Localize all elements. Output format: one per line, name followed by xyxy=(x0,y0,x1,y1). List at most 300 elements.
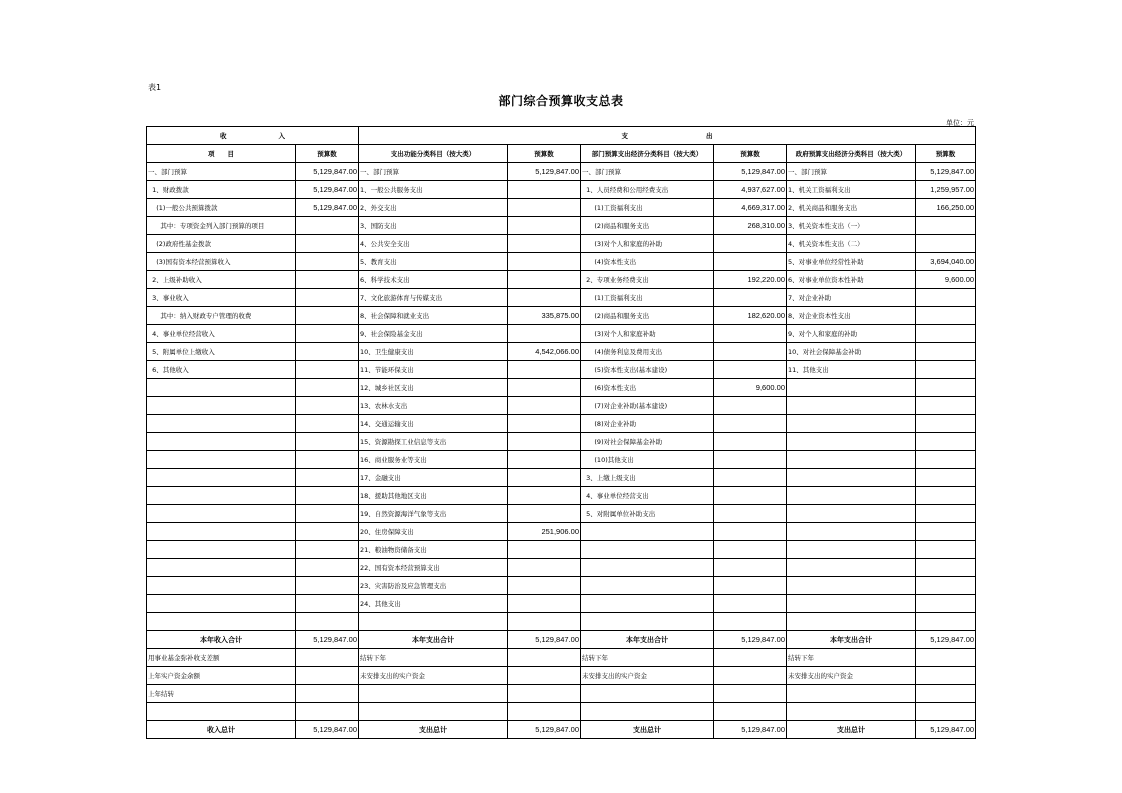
gov-economic-item-cell xyxy=(787,541,916,559)
dept-economic-item-cell: (2)商品和服务支出 xyxy=(581,217,714,235)
functional-item-cell: 22、国有资本经营预算支出 xyxy=(359,559,508,577)
functional-amount-cell xyxy=(508,271,581,289)
dept-economic-amount-cell xyxy=(714,235,787,253)
dept-economic-amount-cell xyxy=(714,577,787,595)
table-row xyxy=(147,433,976,451)
dept-economic-amount-cell xyxy=(714,595,787,613)
blank-cell xyxy=(916,703,976,721)
gov-economic-item-cell xyxy=(787,469,916,487)
income-item-cell: 4、事业单位经营收入 xyxy=(147,325,296,343)
col-header-gov-economic-amount: 预算数 xyxy=(916,145,976,163)
functional-item-cell: 18、援助其他地区支出 xyxy=(359,487,508,505)
income-amount-cell xyxy=(296,325,359,343)
dept-economic-item-cell xyxy=(581,595,714,613)
expense-section-header: 支 出 xyxy=(359,127,976,145)
income-amount-cell xyxy=(296,487,359,505)
income-amount-cell xyxy=(296,271,359,289)
income-item-cell: 5、附属单位上缴收入 xyxy=(147,343,296,361)
income-item-cell: (1)一般公共预算拨款 xyxy=(147,199,296,217)
functional-item-cell: 20、住房保障支出 xyxy=(359,523,508,541)
carryover-rows xyxy=(147,649,976,721)
functional-item-cell: 16、商业服务业等支出 xyxy=(359,451,508,469)
dept-economic-amount-cell: 9,600.00 xyxy=(714,379,787,397)
income-item-cell: 上年实户资金余额 xyxy=(147,667,296,685)
gov-economic-amount-cell xyxy=(916,361,976,379)
dept-economic-item-cell: (3)对个人和家庭的补助 xyxy=(581,235,714,253)
dept-economic-amount-cell xyxy=(714,469,787,487)
income-amount-cell: 5,129,847.00 xyxy=(296,163,359,181)
functional-item-cell: 未安排支出的实户资金 xyxy=(359,667,508,685)
income-item-cell xyxy=(147,451,296,469)
total-income-value: 5,129,847.00 xyxy=(296,631,359,649)
functional-amount-cell: 5,129,847.00 xyxy=(508,163,581,181)
gov-economic-amount-cell xyxy=(916,541,976,559)
gov-economic-item-cell xyxy=(787,451,916,469)
table-row xyxy=(147,307,976,325)
functional-item-cell: 12、城乡社区支出 xyxy=(359,379,508,397)
income-amount-cell xyxy=(296,451,359,469)
dept-economic-item-cell xyxy=(581,577,714,595)
income-amount-cell xyxy=(296,235,359,253)
functional-amount-cell xyxy=(508,469,581,487)
income-amount-cell: 5,129,847.00 xyxy=(296,199,359,217)
dept-economic-item-cell: (5)资本性支出(基本建设) xyxy=(581,361,714,379)
gov-economic-amount-cell xyxy=(916,379,976,397)
carryover-row xyxy=(147,685,976,703)
income-item-cell: (2)政府性基金拨款 xyxy=(147,235,296,253)
gov-economic-amount-cell: 166,250.00 xyxy=(916,199,976,217)
income-item-cell xyxy=(147,379,296,397)
dept-economic-amount-cell xyxy=(714,451,787,469)
functional-amount-cell xyxy=(508,433,581,451)
income-amount-cell xyxy=(296,289,359,307)
gov-economic-item-cell: 一、部门预算 xyxy=(787,163,916,181)
income-item-cell xyxy=(147,415,296,433)
blank-cell xyxy=(296,703,359,721)
gov-economic-item-cell: 5、对事业单位经常性补助 xyxy=(787,253,916,271)
income-item-cell xyxy=(147,505,296,523)
dept-economic-item-cell: (2)商品和服务支出 xyxy=(581,307,714,325)
functional-amount-cell xyxy=(508,559,581,577)
dept-economic-item-cell: 2、专项业务经费支出 xyxy=(581,271,714,289)
gov-economic-item-cell xyxy=(787,433,916,451)
functional-item-cell: 4、公共安全支出 xyxy=(359,235,508,253)
income-item-cell xyxy=(147,397,296,415)
gov-economic-amount-cell xyxy=(916,217,976,235)
functional-amount-cell xyxy=(508,595,581,613)
gov-economic-amount-cell xyxy=(916,235,976,253)
grand-functional-value: 5,129,847.00 xyxy=(508,721,581,739)
total-dept-economic-value: 5,129,847.00 xyxy=(714,631,787,649)
dept-economic-item-cell: (4)资本性支出 xyxy=(581,253,714,271)
dept-economic-amount-cell xyxy=(714,559,787,577)
functional-amount-cell xyxy=(508,685,581,703)
carryover-row xyxy=(147,649,976,667)
blank-cell xyxy=(296,613,359,631)
column-header-row xyxy=(147,145,976,163)
gov-economic-item-cell xyxy=(787,379,916,397)
functional-amount-cell xyxy=(508,289,581,307)
carryover-row xyxy=(147,667,976,685)
income-amount-cell xyxy=(296,379,359,397)
gov-economic-amount-cell xyxy=(916,559,976,577)
blank-cell xyxy=(359,703,508,721)
income-amount-cell: 5,129,847.00 xyxy=(296,181,359,199)
col-header-functional: 支出功能分类科目（按大类） xyxy=(359,145,508,163)
col-header-functional-amount: 预算数 xyxy=(508,145,581,163)
gov-economic-item-cell xyxy=(787,595,916,613)
income-item-cell: 6、其他收入 xyxy=(147,361,296,379)
unit-label: 单位：元 xyxy=(946,119,974,127)
gov-economic-amount-cell xyxy=(916,595,976,613)
gov-economic-item-cell: 结转下年 xyxy=(787,649,916,667)
gov-economic-amount-cell xyxy=(916,523,976,541)
income-item-cell xyxy=(147,433,296,451)
blank-cell xyxy=(147,613,296,631)
functional-item-cell: 一、部门预算 xyxy=(359,163,508,181)
table-row xyxy=(147,559,976,577)
functional-item-cell: 11、节能环保支出 xyxy=(359,361,508,379)
table-row xyxy=(147,577,976,595)
section-header-row xyxy=(147,127,976,145)
dept-economic-amount-cell: 4,937,627.00 xyxy=(714,181,787,199)
blank-cell xyxy=(787,703,916,721)
income-amount-cell xyxy=(296,577,359,595)
functional-amount-cell xyxy=(508,397,581,415)
gov-economic-item-cell: 11、其他支出 xyxy=(787,361,916,379)
dept-economic-amount-cell xyxy=(714,361,787,379)
dept-economic-amount-cell xyxy=(714,685,787,703)
gov-economic-amount-cell xyxy=(916,433,976,451)
dept-economic-amount-cell xyxy=(714,433,787,451)
col-header-item: 项 目 xyxy=(147,145,296,163)
table-row xyxy=(147,199,976,217)
dept-economic-item-cell: 3、上缴上级支出 xyxy=(581,469,714,487)
income-amount-cell xyxy=(296,685,359,703)
functional-item-cell: 13、农林水支出 xyxy=(359,397,508,415)
functional-amount-cell xyxy=(508,253,581,271)
functional-amount-cell: 4,542,066.00 xyxy=(508,343,581,361)
table-row xyxy=(147,397,976,415)
blank-cell xyxy=(714,613,787,631)
income-item-cell xyxy=(147,577,296,595)
income-item-cell: 其中：纳入财政专户管理的收费 xyxy=(147,307,296,325)
gov-economic-item-cell: 6、对事业单位资本性补助 xyxy=(787,271,916,289)
income-amount-cell xyxy=(296,523,359,541)
functional-amount-cell xyxy=(508,487,581,505)
income-item-cell: 用事业基金弥补收支差额 xyxy=(147,649,296,667)
dept-economic-amount-cell: 268,310.00 xyxy=(714,217,787,235)
gov-economic-item-cell: 3、机关资本性支出（一） xyxy=(787,217,916,235)
table-row xyxy=(147,217,976,235)
table-row xyxy=(147,469,976,487)
gov-economic-amount-cell xyxy=(916,487,976,505)
functional-amount-cell xyxy=(508,451,581,469)
total-dept-economic-label: 本年支出合计 xyxy=(581,631,714,649)
table-row xyxy=(147,181,976,199)
gov-economic-amount-cell: 3,694,040.00 xyxy=(916,253,976,271)
dept-economic-amount-cell xyxy=(714,523,787,541)
dept-economic-item-cell xyxy=(581,523,714,541)
table-row xyxy=(147,271,976,289)
dept-economic-item-cell: 一、部门预算 xyxy=(581,163,714,181)
income-item-cell: 2、上级补助收入 xyxy=(147,271,296,289)
table-body xyxy=(147,163,976,631)
income-amount-cell xyxy=(296,541,359,559)
grand-dept-economic-value: 5,129,847.00 xyxy=(714,721,787,739)
functional-amount-cell xyxy=(508,235,581,253)
dept-economic-amount-cell xyxy=(714,667,787,685)
functional-amount-cell xyxy=(508,181,581,199)
table-row xyxy=(147,415,976,433)
income-item-cell: 其中：专项资金列入部门预算的项目 xyxy=(147,217,296,235)
gov-economic-amount-cell: 5,129,847.00 xyxy=(916,163,976,181)
functional-item-cell: 14、交通运输支出 xyxy=(359,415,508,433)
dept-economic-item-cell: 1、人员经费和公用经费支出 xyxy=(581,181,714,199)
gov-economic-item-cell: 7、对企业补助 xyxy=(787,289,916,307)
dept-economic-amount-cell: 4,669,317.00 xyxy=(714,199,787,217)
col-header-gov-economic: 政府预算支出经济分类科目（按大类） xyxy=(787,145,916,163)
income-item-cell xyxy=(147,541,296,559)
table-number: 表1 xyxy=(148,83,162,92)
income-item-cell xyxy=(147,487,296,505)
functional-item-cell: 8、社会保障和就业支出 xyxy=(359,307,508,325)
grand-gov-economic-value: 5,129,847.00 xyxy=(916,721,976,739)
gov-economic-item-cell xyxy=(787,415,916,433)
dept-economic-item-cell: 4、事业单位经营支出 xyxy=(581,487,714,505)
dept-economic-item-cell: (3)对个人和家庭补助 xyxy=(581,325,714,343)
income-amount-cell xyxy=(296,343,359,361)
functional-item-cell: 6、科学技术支出 xyxy=(359,271,508,289)
functional-amount-cell: 335,875.00 xyxy=(508,307,581,325)
income-amount-cell xyxy=(296,397,359,415)
functional-item-cell xyxy=(359,685,508,703)
blank-row xyxy=(147,613,976,631)
income-amount-cell xyxy=(296,469,359,487)
table-row xyxy=(147,325,976,343)
dept-economic-item-cell: (7)对企业补助(基本建设) xyxy=(581,397,714,415)
dept-economic-item-cell xyxy=(581,685,714,703)
income-item-cell: (3)国有资本经营预算收入 xyxy=(147,253,296,271)
dept-economic-amount-cell xyxy=(714,253,787,271)
col-header-dept-economic: 部门预算支出经济分类科目（按大类） xyxy=(581,145,714,163)
col-header-dept-economic-amount: 预算数 xyxy=(714,145,787,163)
gov-economic-item-cell xyxy=(787,487,916,505)
income-amount-cell xyxy=(296,667,359,685)
functional-item-cell: 9、社会保险基金支出 xyxy=(359,325,508,343)
col-header-income-amount: 预算数 xyxy=(296,145,359,163)
functional-amount-cell xyxy=(508,361,581,379)
income-amount-cell xyxy=(296,559,359,577)
blank-cell xyxy=(508,703,581,721)
dept-economic-amount-cell xyxy=(714,415,787,433)
functional-amount-cell xyxy=(508,379,581,397)
grand-functional-label: 支出总计 xyxy=(359,721,508,739)
gov-economic-amount-cell xyxy=(916,343,976,361)
functional-amount-cell xyxy=(508,415,581,433)
table-row xyxy=(147,361,976,379)
functional-item-cell: 19、自然资源海洋气象等支出 xyxy=(359,505,508,523)
income-item-cell: 一、部门预算 xyxy=(147,163,296,181)
income-item-cell xyxy=(147,559,296,577)
functional-amount-cell xyxy=(508,577,581,595)
dept-economic-item-cell: (4)债务利息及费用支出 xyxy=(581,343,714,361)
table-row xyxy=(147,343,976,361)
functional-item-cell: 5、教育支出 xyxy=(359,253,508,271)
gov-economic-item-cell: 1、机关工资福利支出 xyxy=(787,181,916,199)
gov-economic-item-cell xyxy=(787,505,916,523)
dept-economic-amount-cell: 5,129,847.00 xyxy=(714,163,787,181)
dept-economic-item-cell: 结转下年 xyxy=(581,649,714,667)
dept-economic-amount-cell xyxy=(714,541,787,559)
dept-economic-amount-cell xyxy=(714,325,787,343)
grand-total-row xyxy=(147,721,976,739)
gov-economic-amount-cell xyxy=(916,505,976,523)
blank-cell xyxy=(916,613,976,631)
functional-amount-cell xyxy=(508,505,581,523)
gov-economic-amount-cell xyxy=(916,685,976,703)
gov-economic-item-cell: 未安排支出的实户资金 xyxy=(787,667,916,685)
grand-income-value: 5,129,847.00 xyxy=(296,721,359,739)
gov-economic-amount-cell xyxy=(916,649,976,667)
page-title: 部门综合预算收支总表 xyxy=(498,94,624,108)
dept-economic-amount-cell: 192,220.00 xyxy=(714,271,787,289)
blank-cell xyxy=(581,613,714,631)
total-gov-economic-value: 5,129,847.00 xyxy=(916,631,976,649)
income-amount-cell xyxy=(296,415,359,433)
budget-table xyxy=(146,126,976,739)
blank-cell xyxy=(359,613,508,631)
table-row xyxy=(147,487,976,505)
dept-economic-item-cell: (9)对社会保障基金补助 xyxy=(581,433,714,451)
dept-economic-amount-cell xyxy=(714,649,787,667)
total-functional-label: 本年支出合计 xyxy=(359,631,508,649)
income-item-cell xyxy=(147,523,296,541)
income-amount-cell xyxy=(296,253,359,271)
functional-amount-cell xyxy=(508,541,581,559)
dept-economic-item-cell: (8)对企业补助 xyxy=(581,415,714,433)
total-gov-economic-label: 本年支出合计 xyxy=(787,631,916,649)
table-row xyxy=(147,289,976,307)
gov-economic-amount-cell xyxy=(916,307,976,325)
total-income-label: 本年收入合计 xyxy=(147,631,296,649)
table-row xyxy=(147,523,976,541)
gov-economic-item-cell: 2、机关商品和服务支出 xyxy=(787,199,916,217)
gov-economic-amount-cell: 9,600.00 xyxy=(916,271,976,289)
functional-amount-cell xyxy=(508,325,581,343)
functional-item-cell: 15、资源勘探工业信息等支出 xyxy=(359,433,508,451)
table-row xyxy=(147,451,976,469)
grand-gov-economic-label: 支出总计 xyxy=(787,721,916,739)
blank-cell xyxy=(508,613,581,631)
table-row xyxy=(147,163,976,181)
income-item-cell: 3、事业收入 xyxy=(147,289,296,307)
blank-row xyxy=(147,703,976,721)
dept-economic-amount-cell: 182,620.00 xyxy=(714,307,787,325)
dept-economic-item-cell: (10)其他支出 xyxy=(581,451,714,469)
gov-economic-item-cell xyxy=(787,577,916,595)
functional-item-cell: 17、金融支出 xyxy=(359,469,508,487)
gov-economic-amount-cell xyxy=(916,469,976,487)
functional-amount-cell: 251,906.00 xyxy=(508,523,581,541)
gov-economic-item-cell xyxy=(787,523,916,541)
income-amount-cell xyxy=(296,505,359,523)
blank-cell xyxy=(147,703,296,721)
income-amount-cell xyxy=(296,217,359,235)
income-section-header: 收 入 xyxy=(147,127,359,145)
gov-economic-item-cell: 9、对个人和家庭的补助 xyxy=(787,325,916,343)
table-row xyxy=(147,235,976,253)
gov-economic-amount-cell xyxy=(916,325,976,343)
dept-economic-amount-cell xyxy=(714,397,787,415)
dept-economic-item-cell: (1)工资福利支出 xyxy=(581,199,714,217)
blank-cell xyxy=(714,703,787,721)
functional-amount-cell xyxy=(508,217,581,235)
income-amount-cell xyxy=(296,307,359,325)
functional-item-cell: 1、一般公共服务支出 xyxy=(359,181,508,199)
dept-economic-amount-cell xyxy=(714,343,787,361)
gov-economic-amount-cell xyxy=(916,415,976,433)
grand-income-label: 收入总计 xyxy=(147,721,296,739)
table-row xyxy=(147,505,976,523)
functional-item-cell: 3、国防支出 xyxy=(359,217,508,235)
gov-economic-amount-cell: 1,259,957.00 xyxy=(916,181,976,199)
dept-economic-item-cell: 未安排支出的实户资金 xyxy=(581,667,714,685)
functional-item-cell: 21、粮油物资储备支出 xyxy=(359,541,508,559)
income-amount-cell xyxy=(296,649,359,667)
table-row xyxy=(147,379,976,397)
functional-item-cell: 7、文化旅游体育与传媒支出 xyxy=(359,289,508,307)
table-row xyxy=(147,595,976,613)
dept-economic-item-cell xyxy=(581,559,714,577)
income-item-cell xyxy=(147,469,296,487)
gov-economic-item-cell xyxy=(787,397,916,415)
functional-item-cell: 24、其他支出 xyxy=(359,595,508,613)
gov-economic-amount-cell xyxy=(916,397,976,415)
table-row xyxy=(147,541,976,559)
dept-economic-item-cell: (6)资本性支出 xyxy=(581,379,714,397)
functional-amount-cell xyxy=(508,199,581,217)
total-functional-value: 5,129,847.00 xyxy=(508,631,581,649)
income-item-cell: 上年结转 xyxy=(147,685,296,703)
functional-amount-cell xyxy=(508,667,581,685)
functional-item-cell: 23、灾害防治及应急管理支出 xyxy=(359,577,508,595)
dept-economic-amount-cell xyxy=(714,487,787,505)
blank-cell xyxy=(787,613,916,631)
income-amount-cell xyxy=(296,361,359,379)
gov-economic-amount-cell xyxy=(916,577,976,595)
dept-economic-item-cell: 5、对附属单位补助支出 xyxy=(581,505,714,523)
income-amount-cell xyxy=(296,433,359,451)
gov-economic-item-cell xyxy=(787,685,916,703)
functional-item-cell: 2、外交支出 xyxy=(359,199,508,217)
functional-amount-cell xyxy=(508,649,581,667)
income-item-cell xyxy=(147,595,296,613)
dept-economic-item-cell: (1)工资福利支出 xyxy=(581,289,714,307)
dept-economic-item-cell xyxy=(581,541,714,559)
annual-total-row xyxy=(147,631,976,649)
gov-economic-item-cell: 4、机关资本性支出（二） xyxy=(787,235,916,253)
functional-item-cell: 结转下年 xyxy=(359,649,508,667)
gov-economic-amount-cell xyxy=(916,451,976,469)
gov-economic-amount-cell xyxy=(916,667,976,685)
table-row xyxy=(147,253,976,271)
income-item-cell: 1、财政拨款 xyxy=(147,181,296,199)
income-amount-cell xyxy=(296,595,359,613)
gov-economic-amount-cell xyxy=(916,289,976,307)
gov-economic-item-cell: 8、对企业资本性支出 xyxy=(787,307,916,325)
gov-economic-item-cell: 10、对社会保障基金补助 xyxy=(787,343,916,361)
